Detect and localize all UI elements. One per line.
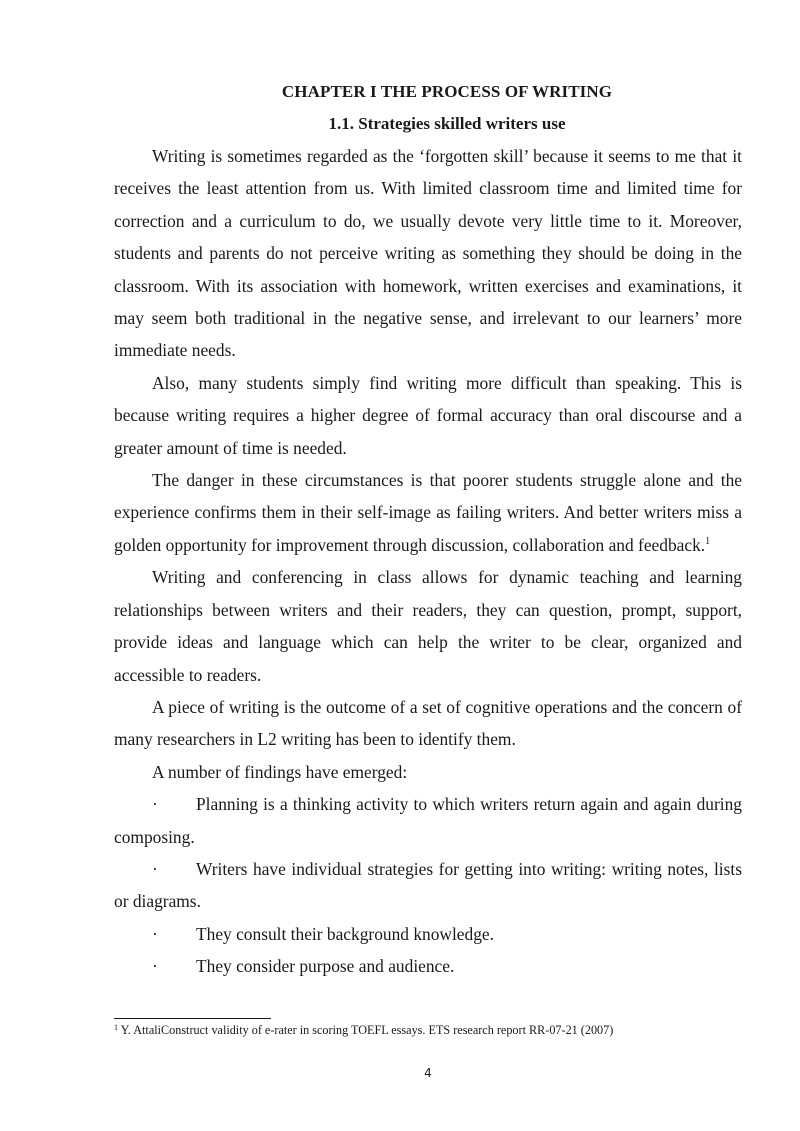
list-item <box>114 918 742 950</box>
paragraph-text: Writing and conferencing in class allows for dynamic teaching and learning relationships between writers and their readers, they can question, prompt, support, provide ideas and language which can help the writer to be clear, organized and accessible to readers. <box>114 567 742 685</box>
footnote-marker: 1 <box>114 1023 118 1032</box>
list-item <box>114 950 742 982</box>
list-item-text: Planning is a thinking activity to which writers return again and again during composing. <box>114 794 742 847</box>
bullet-icon: · <box>152 956 158 977</box>
footnote-separator <box>114 1018 271 1019</box>
list-item-text: They consider purpose and audience. <box>196 956 455 977</box>
paragraph <box>114 691 742 756</box>
bullet-icon: · <box>152 858 158 879</box>
document-page <box>114 72 742 983</box>
chapter-title: CHAPTER I THE PROCESS OF WRITING <box>281 82 613 101</box>
list-item-text: Writers have individual strategies for getting into writing: writing notes, lists or diagrams. <box>114 858 742 912</box>
paragraph <box>114 561 742 691</box>
paragraph-text: A number of findings have emerged: <box>152 761 408 782</box>
list-item <box>114 853 742 918</box>
page-number: 4 <box>424 1066 432 1080</box>
bullet-icon: · <box>152 794 158 815</box>
paragraph <box>114 756 742 788</box>
list-item <box>114 788 742 853</box>
paragraph-text: The danger in these circumstances is that poorer students struggle alone and the experience confirms them in their self-image as failing writers. And better writers miss a golden opportunity for improvement through discussion, collaboration and feedback. <box>114 470 742 555</box>
footnote-text: Y. AttaliConstruct validity of e-rater in scoring TOEFL essays. ETS research report RR-07-21 (2007) <box>118 1023 614 1037</box>
bullet-icon: · <box>152 923 158 944</box>
footnote <box>114 1022 754 1038</box>
paragraph <box>114 140 742 367</box>
paragraph <box>114 464 742 561</box>
paragraph-text: Also, many students simply find writing more difficult than speaking. This is because writing requires a higher degree of formal accuracy than oral discourse and a greater amount of time is needed. <box>114 372 742 458</box>
paragraph-text: A piece of writing is the outcome of a set of cognitive operations and the concern of many researchers in L2 writing has been to identify them. <box>114 696 742 750</box>
paragraph <box>114 367 742 464</box>
paragraph-text: Writing is sometimes regarded as the ‘forgotten skill’ because it seems to me that it receives the least attention from us. With limited classroom time and limited time for correction and a curriculum to do, we usually devote very little time to it. Moreover, students and parents do not perceive writing as something they should be doing in the classroom. With its association with homework, written exercises and examinations, it may seem both traditional in the negative sense, and irrelevant to our learners’ more immediate needs. <box>114 146 742 361</box>
section-title: 1.1. Strategies skilled writers use <box>328 114 566 133</box>
list-item-text: They consult their background knowledge. <box>196 923 494 944</box>
footnote-reference[interactable]: 1 <box>705 535 711 547</box>
